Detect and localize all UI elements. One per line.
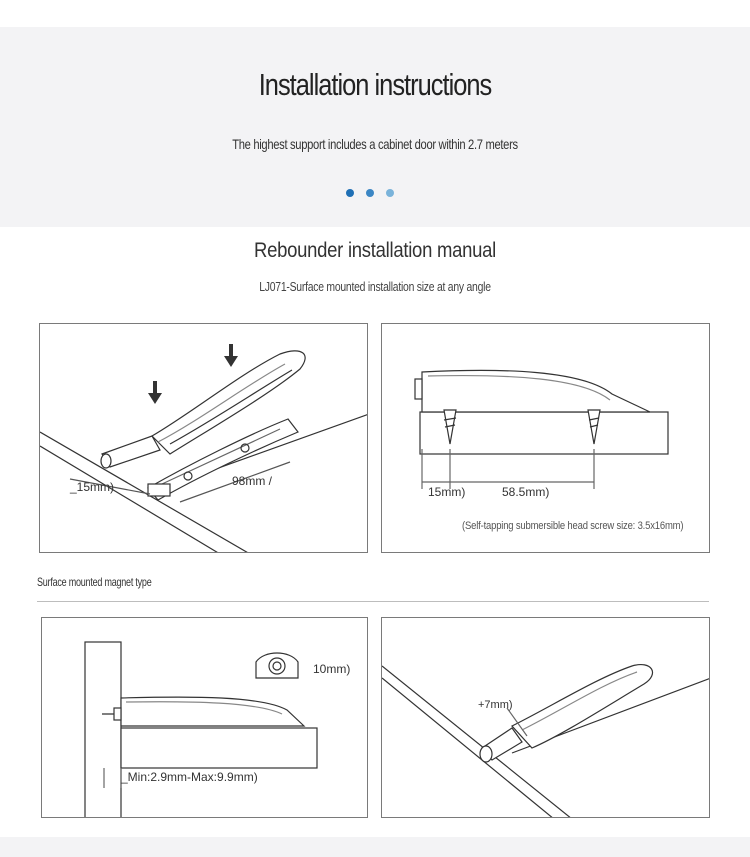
manual-title: Rebounder installation manual (254, 239, 496, 262)
magnet-install-illustration (42, 618, 368, 818)
magnet-type-label: Surface mounted magnet type (37, 575, 152, 589)
dim-15mm-label: _15mm) (70, 480, 115, 494)
angled-install-diagram (39, 323, 368, 553)
corner-install-diagram (381, 617, 710, 818)
side-install-illustration (382, 324, 710, 553)
hero-subtitle: The highest support includes a cabinet door within 2.7 meters (232, 136, 518, 152)
screw-size-note: (Self-tapping submersible head screw size: 3.5x16mm) (462, 520, 684, 532)
side-install-diagram (381, 323, 710, 553)
carousel-dot-1[interactable] (346, 189, 354, 197)
manual-subtitle: LJ071-Surface mounted installation size at any angle (259, 279, 491, 294)
corner-install-illustration (382, 618, 710, 818)
dim-7mm-label: +7mm) (478, 699, 513, 711)
hero-title: Installation instructions (258, 67, 492, 102)
dim-15mm-side-label: 15mm) (428, 485, 466, 499)
dim-10mm-label: 10mm) (313, 662, 351, 676)
dim-min-max-label: _Min:2.9mm-Max:9.9mm) (121, 770, 258, 784)
magnet-install-diagram (41, 617, 368, 818)
angled-install-illustration (40, 324, 368, 553)
carousel-dot-3[interactable] (386, 189, 394, 197)
section-divider (37, 601, 709, 602)
hero-banner (0, 27, 750, 227)
dim-58-5mm-label: 58.5mm) (502, 485, 550, 499)
dim-98mm-label: 98mm / (232, 474, 273, 488)
footer-strip (0, 837, 750, 857)
carousel-dot-2[interactable] (366, 189, 374, 197)
